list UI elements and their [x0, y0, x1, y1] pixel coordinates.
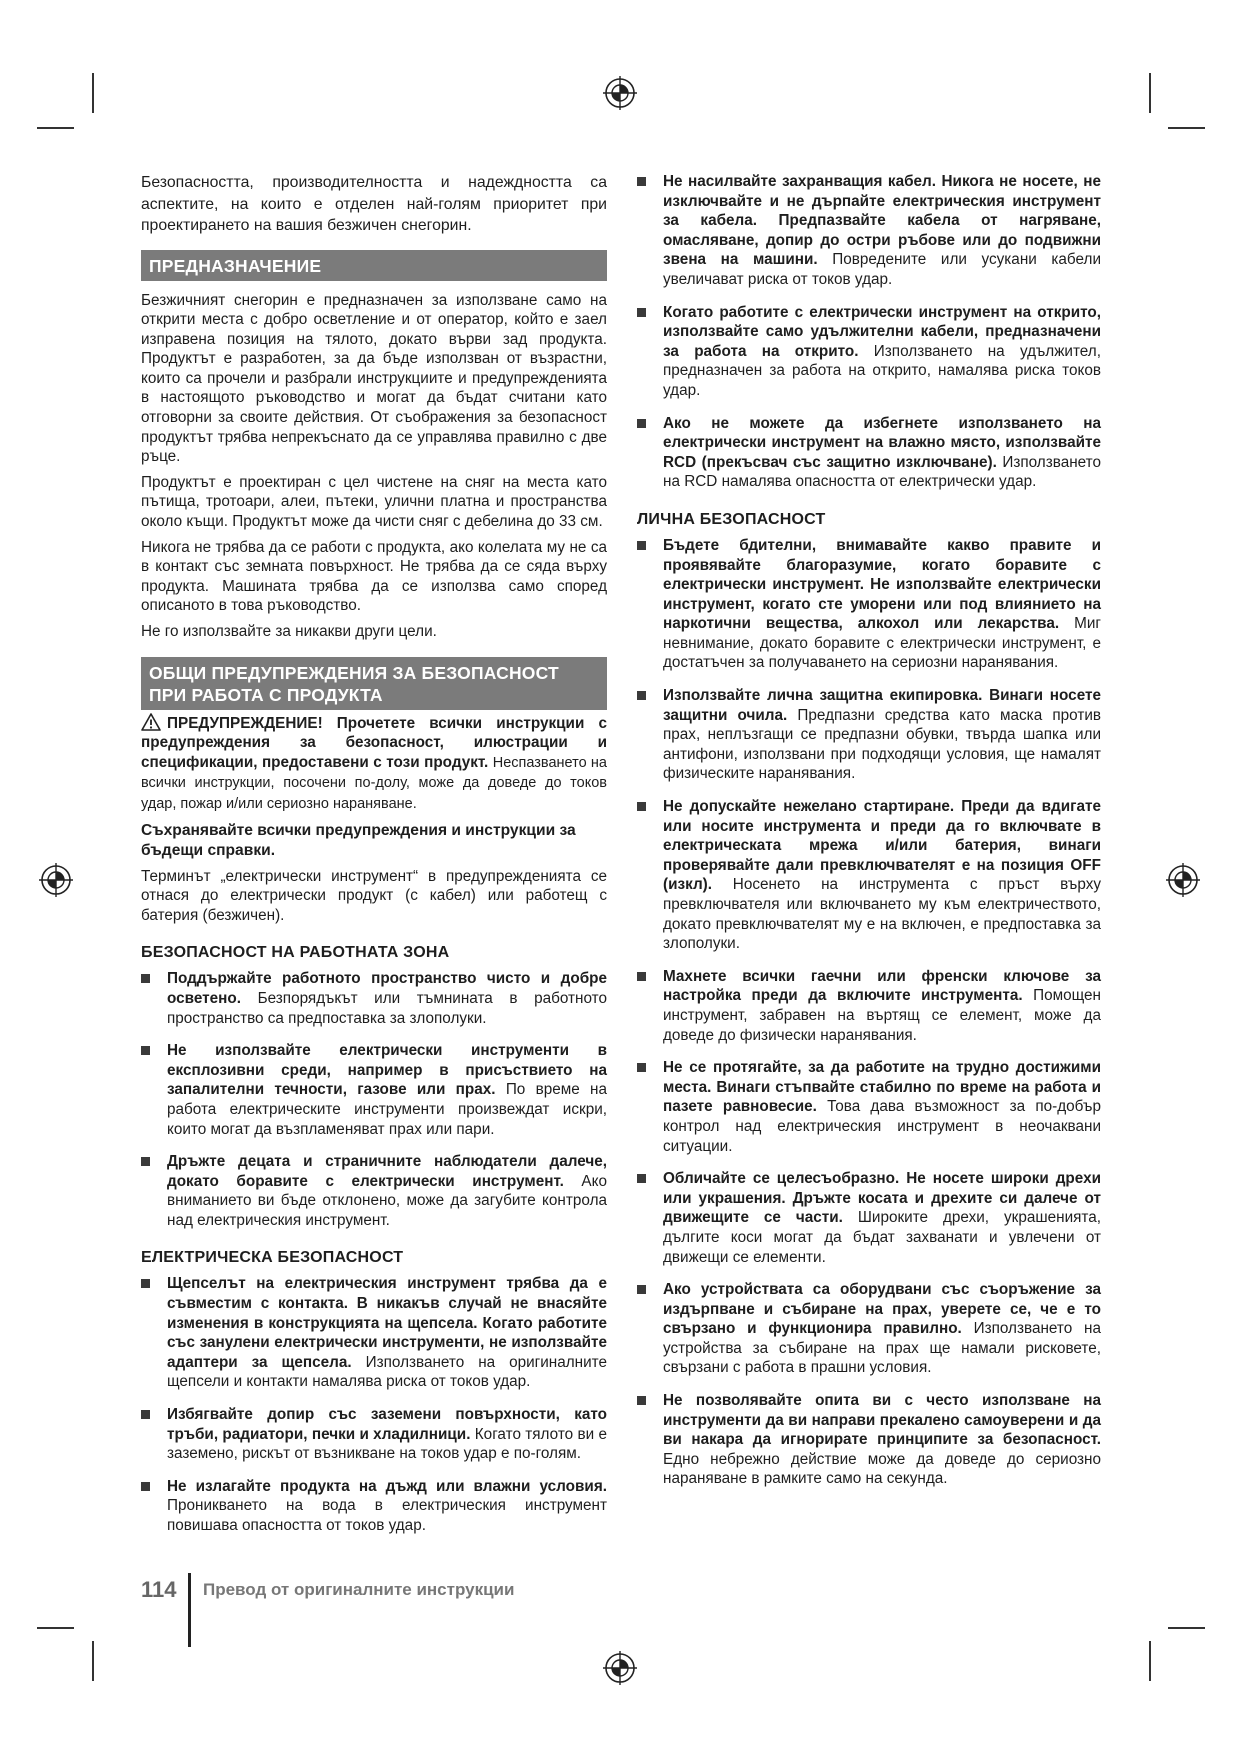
bullet-square-icon — [141, 1279, 150, 1288]
bullet-square-icon — [141, 974, 150, 983]
purpose-paragraph: Безжичният снегорин е предназначен за използване само на открити места с добро осветление и от оператор, който е заел изправена позиция на тялото, докато върви зад продукта. Продуктът е разработен, за да бъде използван от възрастни, които са прочели и разбрали инструкциите и предупрежденията в настоящото ръководство и могат да бъдат считани като отговорни за своите действия. От съображения за безопасност продуктът трябва непрекъснато да се управлява правилно с две ръце. — [141, 291, 607, 466]
term-definition: Терминът „електрически инструмент“ в предупрежденията се отнася до електрически продукт (с кабел) или работещ с батерия (безжичен). — [141, 867, 607, 924]
registration-mark-icon — [1166, 863, 1200, 897]
heading-line: ОБЩИ ПРЕДУПРЕЖДЕНИЯ ЗА БЕЗОПАСНОСТ — [149, 662, 559, 683]
crop-mark — [37, 1627, 74, 1629]
section-heading-purpose: ПРЕДНАЗНАЧЕНИЕ — [141, 250, 607, 281]
list-item: Не насилвайте захранващия кабел. Никога не носете, не изключвайте и не дърпайте електрическия инструмент за кабела. Предпазвайте кабела от нагряване, омасляване, допир до остри ръбове или до подвижни звена на машини. Повредените или усукани кабели увеличават риска от токов удар. — [637, 172, 1101, 290]
bullet-square-icon — [637, 802, 646, 811]
purpose-paragraph: Продуктът е проектиран с цел чистене на сняг на места като пътища, тротоари, алеи, пътеки, улични платна и пространства около къщи. Продуктът може да чисти сняг с дебелина до 33 см. — [141, 473, 607, 531]
bullet-square-icon — [637, 1174, 646, 1183]
registration-mark-icon — [603, 76, 637, 110]
bullet-square-icon — [637, 541, 646, 550]
footer-divider — [188, 1573, 191, 1647]
page-number: 114 — [141, 1577, 177, 1602]
list-item: Не допускайте нежелано стартиране. Преди да вдигате или носите инструмента и преди да го включвате в електрическата мрежа и/или батерия, винаги проверявайте дали превключвателят е на позиция OFF (изкл). Носенето на инструмента с пръст върху превключвателя или включването му към електричеството, докато превключвателят му е на включен, е предпоставка за злополуки. — [637, 797, 1101, 954]
subheading-work-area: БЕЗОПАСНОСТ НА РАБОТНАТА ЗОНА — [141, 944, 450, 962]
intro-paragraph: Безопасността, производителността и надеждността са аспектите, на които е отделен най-голям приоритет при проектирането на вашия безжичен снегорин. — [141, 174, 607, 234]
bullet-square-icon — [637, 1396, 646, 1405]
list-item: Не използвайте електрически инструменти в експлозивни среди, например в присъствието на запалителни течности, газове или прах. По време на работа електрическите инструменти произвеждат искри, които могат да възпламеняват прах или пари. — [141, 1041, 607, 1139]
list-item: Използвайте лична защитна екипировка. Винаги носете защитни очила. Предпазни средства като маска против прах, неплъзгащи се предпазни обувки, твърда шапка или антифони, използвани при подходящи условия, ще намалят физическите наранявания. — [637, 686, 1101, 784]
crop-mark — [1168, 1627, 1205, 1629]
list-item: Когато работите с електрически инструмент на открито, използвайте само удължителни кабели, предназначени за работа на открито. Използването на удължител, предназначен за работа на открито, намалява риска токов удар. — [637, 303, 1101, 401]
bullet-square-icon — [637, 308, 646, 317]
warning-bold: ПРЕДУПРЕЖДЕНИЕ! Прочетете всички инструкции с предупреждения за безопасност, илюстрации и спецификации, предоставени с този продукт. — [141, 714, 607, 771]
right-column — [637, 172, 1101, 1502]
list-item: Обличайте се целесъобразно. Не носете широки дрехи или украшения. Дръжте косата и дрехите си далече от движещите се части. Широките дрехи, украшенията, дългите коси могат да бъдат захванати и увлечени от движещи се елементи. — [637, 1169, 1101, 1267]
registration-mark-icon — [39, 863, 73, 897]
list-item: Не се протягайте, за да работите на трудно достижими места. Винаги стъпвайте стабилно по време на работа и пазете равновесие. Това дава възможност за по-добър контрол над електрическия инструмент в неочаквани ситуации. — [637, 1058, 1101, 1156]
crop-mark — [37, 127, 74, 129]
warning-triangle-icon — [141, 713, 161, 731]
bullet-square-icon — [141, 1157, 150, 1166]
list-item: Дръжте децата и страничните наблюдатели далече, докато боравите с електрически инструмент. Ако вниманието ви бъде отклонено, може да загубите контрола над електрическия инструмент. — [141, 1152, 607, 1230]
footer-caption: Превод от оригиналните инструкции — [203, 1580, 515, 1599]
list-item: Ако не можете да избегнете използването на електрически инструмент на влажно място, използвайте RCD (прекъсвач със защитно изключване). Използването на RCD намалява опасността от електрически удар. — [637, 414, 1101, 492]
bullet-square-icon — [637, 1285, 646, 1294]
purpose-paragraph: Никога не трябва да се работи с продукта, ако колелата му не са в контакт със земната повърхност. Не трябва да се сяда върху продукта. Машината трябва да се използва само според описаното в това ръководство. — [141, 538, 607, 615]
bullet-square-icon — [637, 691, 646, 700]
crop-mark — [1149, 73, 1151, 113]
bullet-square-icon — [637, 972, 646, 981]
list-item: Ако устройствата са оборудвани със съоръжение за издърпване и събиране на прах, уверете се, че е то свързано и функционира правилно. Използването на устройства за събиране на прах ще намали рисковете, свързани с работа в прашни условия. — [637, 1280, 1101, 1378]
crop-mark — [1168, 127, 1205, 129]
bullet-square-icon — [141, 1410, 150, 1419]
bullet-square-icon — [141, 1046, 150, 1055]
subheading-personal-safety: ЛИЧНА БЕЗОПАСНОСТ — [637, 510, 826, 528]
keep-instructions: Съхранявайте всички предупреждения и инструкции за бъдещи справки. — [141, 821, 576, 859]
crop-mark — [92, 73, 94, 113]
bullet-square-icon — [637, 419, 646, 428]
crop-mark — [1149, 1641, 1151, 1681]
list-item: Не позволявайте опита ви с често използване на инструменти да ви направи прекалено самоуверени и да ви накара да игнорирате принципите за безопасност. Едно небрежно действие може да доведе до сериозно нараняване в рамките само на секунда. — [637, 1391, 1101, 1489]
list-item: Махнете всички гаечни или френски ключове за настройка преди да включите инструмента. Помощен инструмент, забравен на въртящ се елемент, може да доведе до физически наранявания. — [637, 967, 1101, 1045]
list-item: Не излагайте продукта на дъжд или влажни условия. Проникването на вода в електрическия инструмент повишава опасността от токов удар. — [141, 1477, 607, 1536]
list-item: Щепселът на електрическия инструмент трябва да е съвместим с контакта. В никакъв случай не внасяйте изменения в конструкцията на щепсела. Когато работите със занулени електрически инструменти, не използвайте адаптери за щепсела. Използването на оригиналните щепсели и контакти намалява риска от токов удар. — [141, 1274, 607, 1392]
bullet-square-icon — [637, 1063, 646, 1072]
subheading-electrical: ЕЛЕКТРИЧЕСКА БЕЗОПАСНОСТ — [141, 1249, 404, 1267]
registration-mark-icon — [603, 1651, 637, 1685]
list-item: Поддържайте работното пространство чисто и добре осветено. Безпорядъкът или тъмнината в работното пространство са предпоставка за злополуки. — [141, 969, 607, 1028]
warning-paragraph — [141, 713, 607, 815]
list-item: Избягвайте допир със заземени повърхности, като тръби, радиатори, печки и хладилници. Когато тялото ви е заземено, рискът от възникване на токов удар е по-голям. — [141, 1405, 607, 1464]
left-column — [141, 172, 607, 1549]
bullet-square-icon — [141, 1482, 150, 1491]
list-item: Бъдете бдителни, внимавайте какво правите и проявявайте благоразумие, когато боравите с електрически инструмент. Не използвайте електрически инструмент, когато сте уморени или под влиянието на наркотични вещества, алкохол или лекарства. Миг невнимание, докато боравите с електрически инструмент, е достатъчен за получаването на сериозни наранявания. — [637, 536, 1101, 673]
crop-mark — [92, 1641, 94, 1681]
heading-line: ПРИ РАБОТА С ПРОДУКТА — [149, 684, 383, 705]
bullet-square-icon — [637, 177, 646, 186]
purpose-paragraph: Не го използвайте за никакви други цели. — [141, 623, 437, 640]
section-heading-general-warnings — [141, 657, 607, 710]
warning-text: Неспазването на всички инструкции, посочени по-долу, може да доведе до токов удар, пожар и/или сериозно нараняване. — [141, 754, 607, 812]
